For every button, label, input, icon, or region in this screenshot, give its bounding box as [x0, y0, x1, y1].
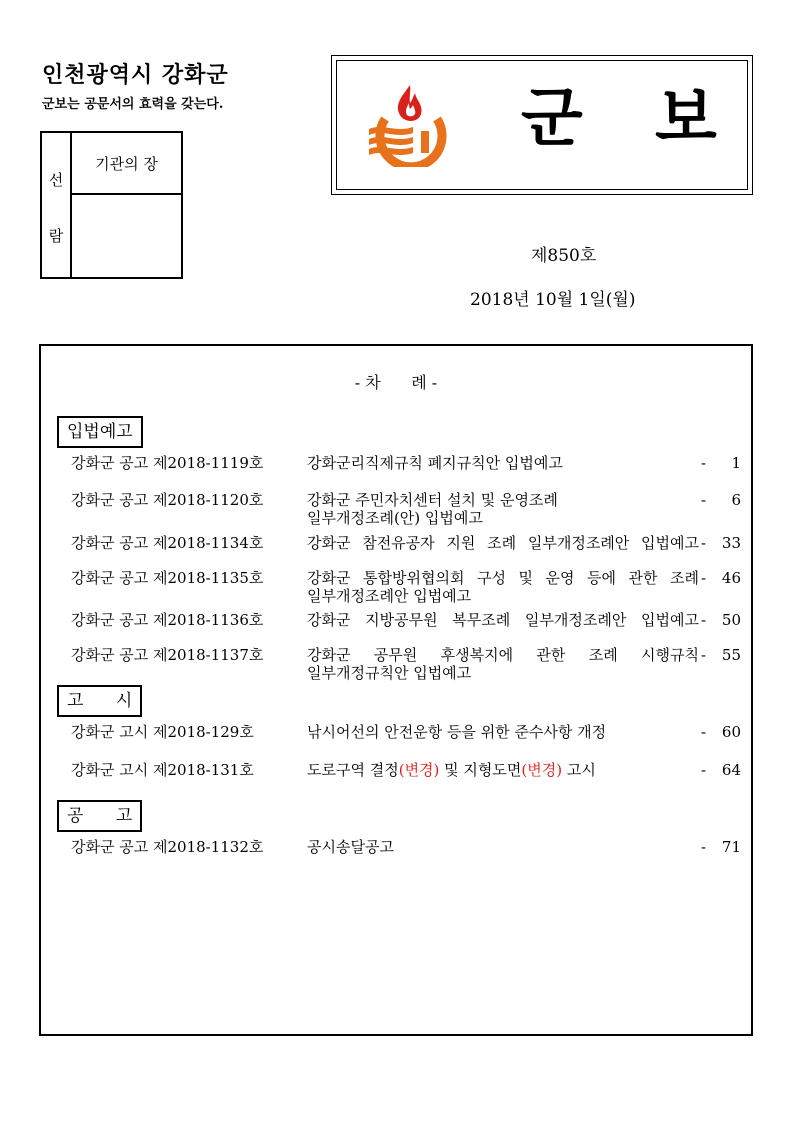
notice-title-line: 낚시어선의 안전운항 등을 위한 준수사항 개정	[307, 723, 607, 741]
page-number: 60	[721, 723, 741, 741]
page-dash: -	[701, 611, 707, 629]
notice-title	[307, 838, 699, 856]
notice-title	[307, 491, 699, 527]
notice-title-line: 일부개정조례안 입법예고	[307, 587, 472, 605]
notice-id: 강화군 공고 제2018-1134호	[71, 534, 264, 552]
page-number: 46	[721, 569, 741, 587]
organization-subtitle: 군보는 공문서의 효력을 갖는다.	[42, 97, 224, 112]
notice-title-line: 강화군리직제규칙 폐지규칙안 입법예고	[307, 454, 563, 472]
page-number: 71	[721, 838, 741, 856]
section-heading-legislative-notice: 입법예고	[57, 416, 143, 448]
page-number: 1	[731, 454, 741, 472]
page-number: 64	[721, 761, 741, 779]
notice-id: 강화군 공고 제2018-1136호	[71, 611, 264, 629]
notice-title-line: 강화군 공무원 후생복지에 관한 조례 시행규칙	[307, 646, 699, 664]
notice-title-line: 강화군 통합방위협의회 구성 및 운영 등에 관한 조례	[307, 569, 699, 587]
notice-id: 강화군 고시 제2018-131호	[71, 761, 254, 779]
notice-title	[307, 534, 699, 552]
notice-id: 강화군 고시 제2018-129호	[71, 723, 254, 741]
page-dash: -	[701, 646, 707, 664]
notice-title	[307, 569, 699, 605]
title-char-bo: 보	[655, 82, 717, 156]
notice-title	[307, 454, 699, 472]
page-dash: -	[701, 723, 707, 741]
table-of-contents	[39, 344, 753, 1036]
page-number: 50	[721, 611, 741, 629]
notice-id: 강화군 공고 제2018-1119호	[71, 454, 264, 472]
notice-title-line: 일부개정조례(안) 입법예고	[307, 509, 483, 527]
notice-title-line: 일부개정규칙안 입법예고	[307, 664, 472, 682]
notice-id: 강화군 공고 제2018-1120호	[71, 491, 264, 509]
notice-title-line: 강화군 참전유공자 지원 조례 일부개정조례안 입법예고	[307, 534, 699, 552]
notice-id: 강화군 공고 제2018-1137호	[71, 646, 264, 664]
notice-title-line: 공시송달공고	[307, 838, 394, 856]
section-heading-public-notice: 고 시	[57, 685, 142, 717]
change-marker: (변경)	[398, 761, 440, 779]
approval-head-label: 기관의 장	[72, 133, 181, 195]
gunbo-flame-logo-icon	[365, 81, 447, 167]
page-dash: -	[701, 569, 707, 587]
title-box-inner	[336, 60, 748, 190]
organization-name: 인천광역시 강화군	[42, 63, 229, 88]
title-char-gun: 군	[521, 82, 583, 156]
notice-title	[307, 723, 699, 741]
notice-title-line: 강화군 지방공무원 복무조례 일부개정조례안 입법예고	[307, 611, 699, 629]
notice-title	[307, 611, 699, 629]
page-dash: -	[701, 761, 707, 779]
approval-side-column	[42, 133, 72, 277]
notice-title-part: 고시	[562, 761, 596, 779]
notice-title	[307, 761, 699, 779]
page-number: 6	[731, 491, 741, 509]
issue-date: 2018년 10월 1일(월)	[470, 290, 636, 310]
notice-title-part: 도로구역 결정	[307, 761, 399, 779]
notice-id: 강화군 공고 제2018-1135호	[71, 569, 264, 587]
change-marker: (변경)	[521, 761, 563, 779]
page-dash: -	[701, 534, 707, 552]
approval-side-char-1: 선	[48, 171, 64, 189]
page-number: 55	[721, 646, 741, 664]
notice-title-part: 및 지형도면	[439, 761, 522, 779]
page-dash: -	[701, 454, 707, 472]
notice-id: 강화군 공고 제2018-1132호	[71, 838, 264, 856]
section-heading-announcement: 공 고	[57, 800, 142, 832]
notice-title	[307, 646, 699, 682]
approval-side-char-2: 람	[48, 227, 64, 245]
toc-title: - 차 례 -	[354, 373, 438, 392]
issue-number: 제850호	[531, 246, 597, 266]
title-box	[331, 55, 753, 195]
page-number: 33	[721, 534, 741, 552]
page-dash: -	[701, 838, 707, 856]
approval-box	[40, 131, 183, 279]
notice-title-line: 강화군 주민자치센터 설치 및 운영조례	[307, 491, 558, 509]
page-dash: -	[701, 491, 707, 509]
